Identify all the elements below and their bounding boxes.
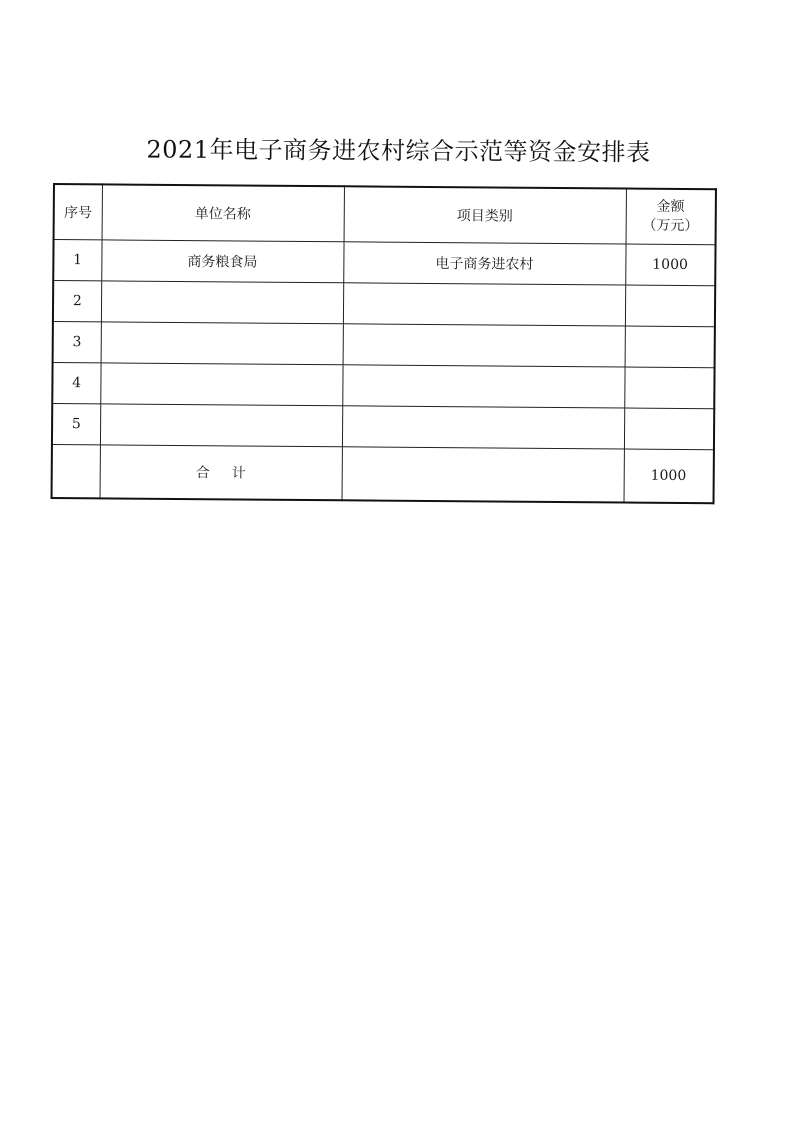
- table-header-row: [54, 184, 716, 245]
- row-amount: [624, 408, 714, 450]
- row-project-category: 电子商务进农村: [343, 242, 625, 285]
- header-project-category: 项目类别: [344, 186, 626, 244]
- row-project-category: [342, 406, 624, 449]
- row-unit-name: [100, 363, 342, 406]
- row-project-category: [342, 365, 624, 408]
- header-seq: 序号: [54, 184, 102, 240]
- row-seq: 5: [52, 404, 100, 445]
- row-unit-name: [100, 404, 342, 447]
- total-label-text: 合计: [195, 465, 268, 482]
- row-unit-name: [101, 281, 343, 324]
- row-unit-name: 商务粮食局: [101, 240, 343, 283]
- table-row: [53, 322, 715, 368]
- total-category-empty: [342, 447, 624, 503]
- table-row: [53, 240, 715, 286]
- row-amount: [625, 326, 715, 368]
- row-seq: 2: [53, 281, 101, 322]
- header-amount-unit: （万元）: [642, 217, 699, 235]
- document-title: 2021年电子商务进农村综合示范等资金安排表: [146, 135, 651, 167]
- row-seq: 3: [53, 322, 101, 363]
- row-project-category: [343, 324, 625, 367]
- row-amount: [625, 285, 715, 327]
- total-seq-empty: [52, 444, 100, 498]
- funding-table-wrapper: [51, 183, 715, 504]
- row-amount: [624, 367, 714, 409]
- table-row: [52, 404, 714, 450]
- funding-allocation-table: [51, 183, 717, 504]
- row-unit-name: [101, 322, 343, 365]
- header-unit-name: 单位名称: [102, 184, 344, 241]
- table-row: [52, 363, 714, 409]
- row-project-category: [343, 283, 625, 326]
- header-amount-label: 金额: [656, 198, 685, 215]
- total-label: [100, 445, 342, 500]
- row-amount: 1000: [625, 244, 715, 286]
- header-amount: [626, 189, 716, 245]
- table-total-row: [52, 444, 714, 503]
- table-row: [53, 281, 715, 327]
- total-amount: 1000: [624, 449, 714, 503]
- row-seq: 4: [52, 363, 100, 404]
- row-seq: 1: [53, 240, 101, 281]
